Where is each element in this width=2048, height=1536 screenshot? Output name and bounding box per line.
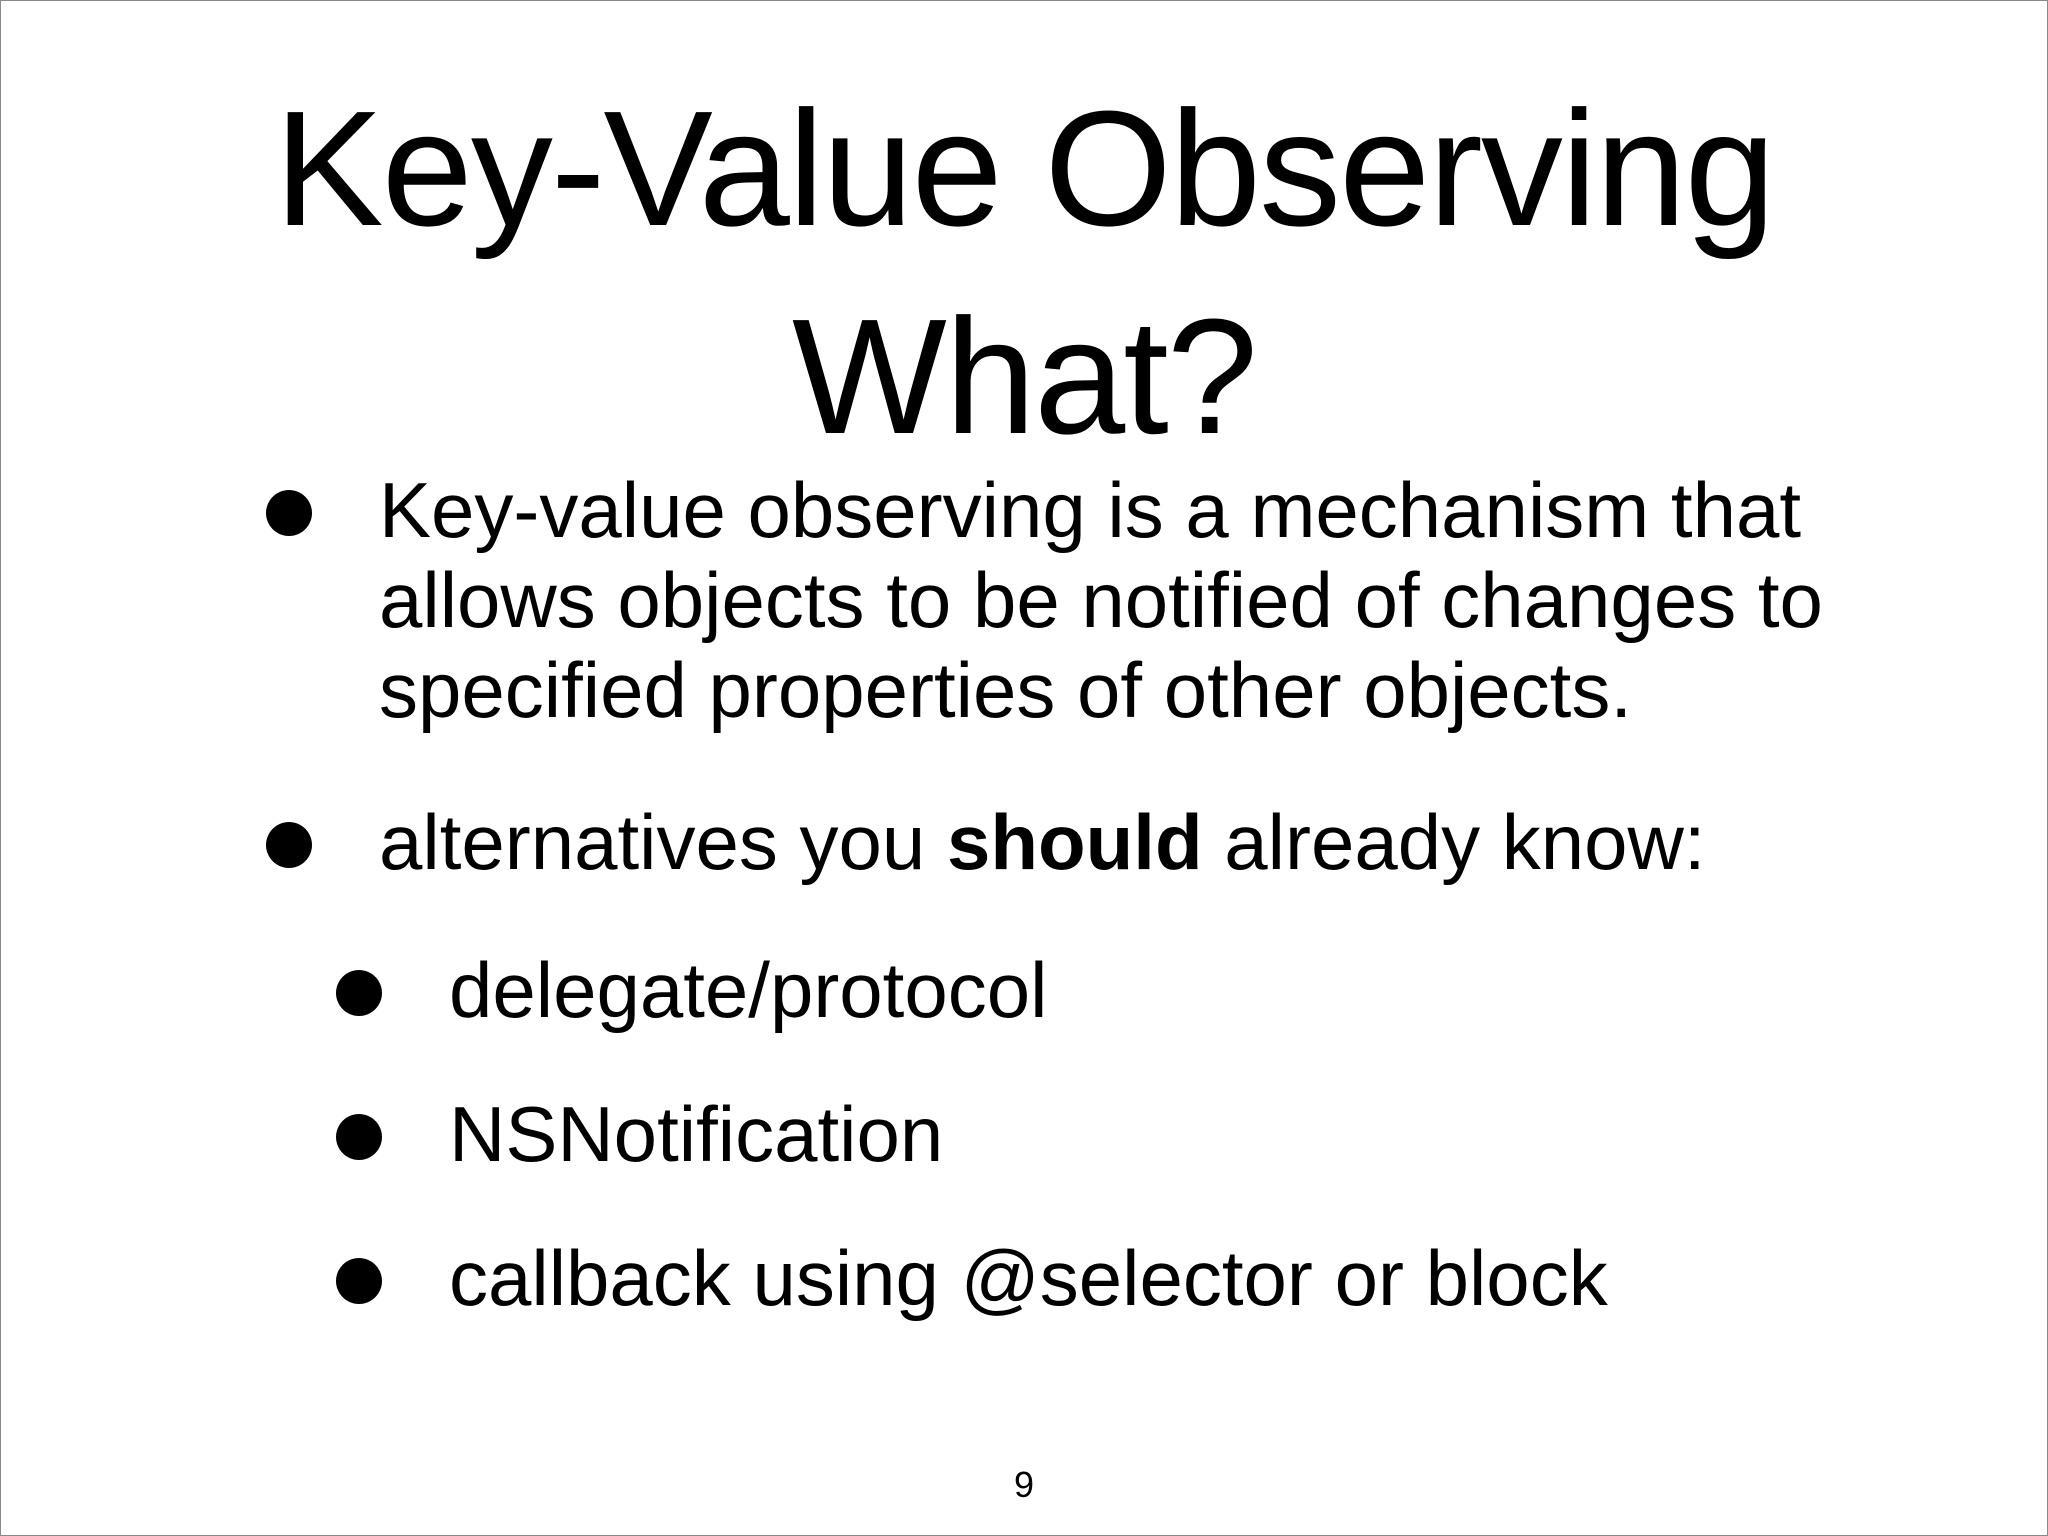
slide-title-line-1: Key-Value Observing	[274, 77, 1774, 260]
sub-bullet-dot-icon	[336, 1114, 382, 1160]
sub-bullet-nsnotification	[336, 1089, 943, 1179]
slide-title-line-2: What?	[792, 285, 1256, 468]
sub-bullet-delegate	[336, 945, 1047, 1035]
sub-bullet-text: NSNotification	[449, 1090, 944, 1178]
bullet-text-bold: should	[946, 798, 1203, 886]
page-number: 9	[1013, 1464, 1035, 1505]
bullet-text-after: already know:	[1202, 798, 1706, 886]
sub-bullet-text: delegate/protocol	[449, 946, 1048, 1034]
bullet-line: allows objects to be notified of changes to	[379, 556, 1823, 644]
bullet-text-before: alternatives you	[379, 798, 947, 886]
bullet-kvo-definition	[266, 465, 1823, 735]
bullet-dot-icon	[266, 822, 312, 868]
sub-bullet-text: callback using @selector or block	[449, 1234, 1608, 1322]
bullet-line: Key-value observing is a mechanism that	[379, 466, 1802, 554]
slide-title	[1, 65, 2047, 481]
bullet-line: specified properties of other objects.	[379, 646, 1633, 734]
bullet-alternatives	[266, 797, 1706, 887]
bullet-dot-icon	[266, 490, 312, 536]
sub-bullet-dot-icon	[336, 970, 382, 1016]
sub-bullet-callback	[336, 1233, 1608, 1323]
sub-bullet-dot-icon	[336, 1258, 382, 1304]
bullet-text	[379, 797, 1706, 887]
bullet-text	[379, 465, 1823, 735]
